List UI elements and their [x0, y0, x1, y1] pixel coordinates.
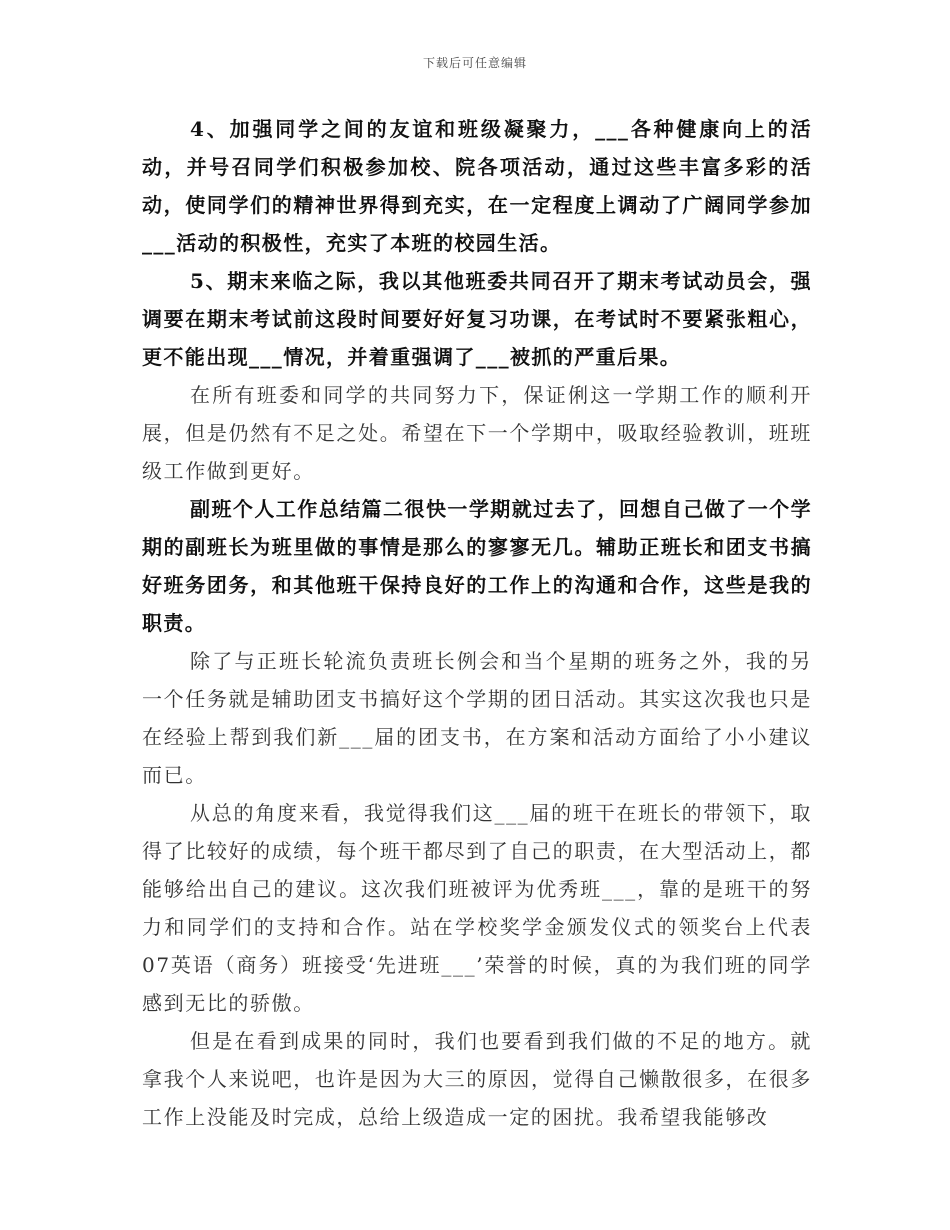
paragraph-shortcomings: 但是在看到成果的同时，我们也要看到我们做的不足的地方。就拿我个人来说吧，也许是因为大三的原因，觉得自己懒散很多，在很多工作上没能及时完成，总给上级造成一定的困扰。我希望我能够改	[142, 1029, 812, 1129]
paragraph-overall: 从总的角度来看，我觉得我们这___届的班干在班长的带领下，取得了比较好的成绩，每个班干都尽到了自己的职责，在大型活动上，都能够给出自己的建议。这次我们班被评为优秀班___，靠的是班干的努力和同学们的支持和合作。站在学校奖学金颁发仪式的领奖台上代表07英语（商务）班接受‘先进班___’荣誉的时候，真的为我们班的同学感到无比的骄傲。	[142, 801, 812, 1015]
paragraph-section-two-intro: 副班个人工作总结篇二很快一学期就过去了，回想自己做了一个学期的副班长为班里做的事情是那么的寥寥无几。辅助正班长和团支书搞好班务团务，和其他班干保持良好的工作上的沟通和合作，这些是我的职责。	[142, 497, 812, 635]
document-body	[142, 110, 812, 1136]
page-header: 下载后可任意编辑	[422, 56, 527, 70]
paragraph-summary: 在所有班委和同学的共同努力下，保证俐这一学期工作的顺利开展，但是仍然有不足之处。希望在下一个学期中，吸取经验教训，班班级工作做到更好。	[142, 383, 812, 483]
paragraph-item-5: 5、期末来临之际，我以其他班委共同召开了期末考试动员会，强调要在期末考试前这段时间要好好复习功课，在考试时不要紧张粗心，更不能出现___情况，并着重强调了___被抓的严重后果。	[142, 269, 812, 369]
paragraph-duties: 除了与正班长轮流负责班长例会和当个星期的班务之外，我的另一个任务就是辅助团支书搞好这个学期的团日活动。其实这次我也只是在经验上帮到我们新___届的团支书，在方案和活动方面给了小小建议而已。	[142, 649, 812, 787]
paragraph-item-4: 4、加强同学之间的友谊和班级凝聚力，___各种健康向上的活动，并号召同学们积极参加校、院各项活动，通过这些丰富多彩的活动，使同学们的精神世界得到充实，在一定程度上调动了广阔同学参加___活动的积极性，充实了本班的校园生活。	[142, 117, 812, 255]
